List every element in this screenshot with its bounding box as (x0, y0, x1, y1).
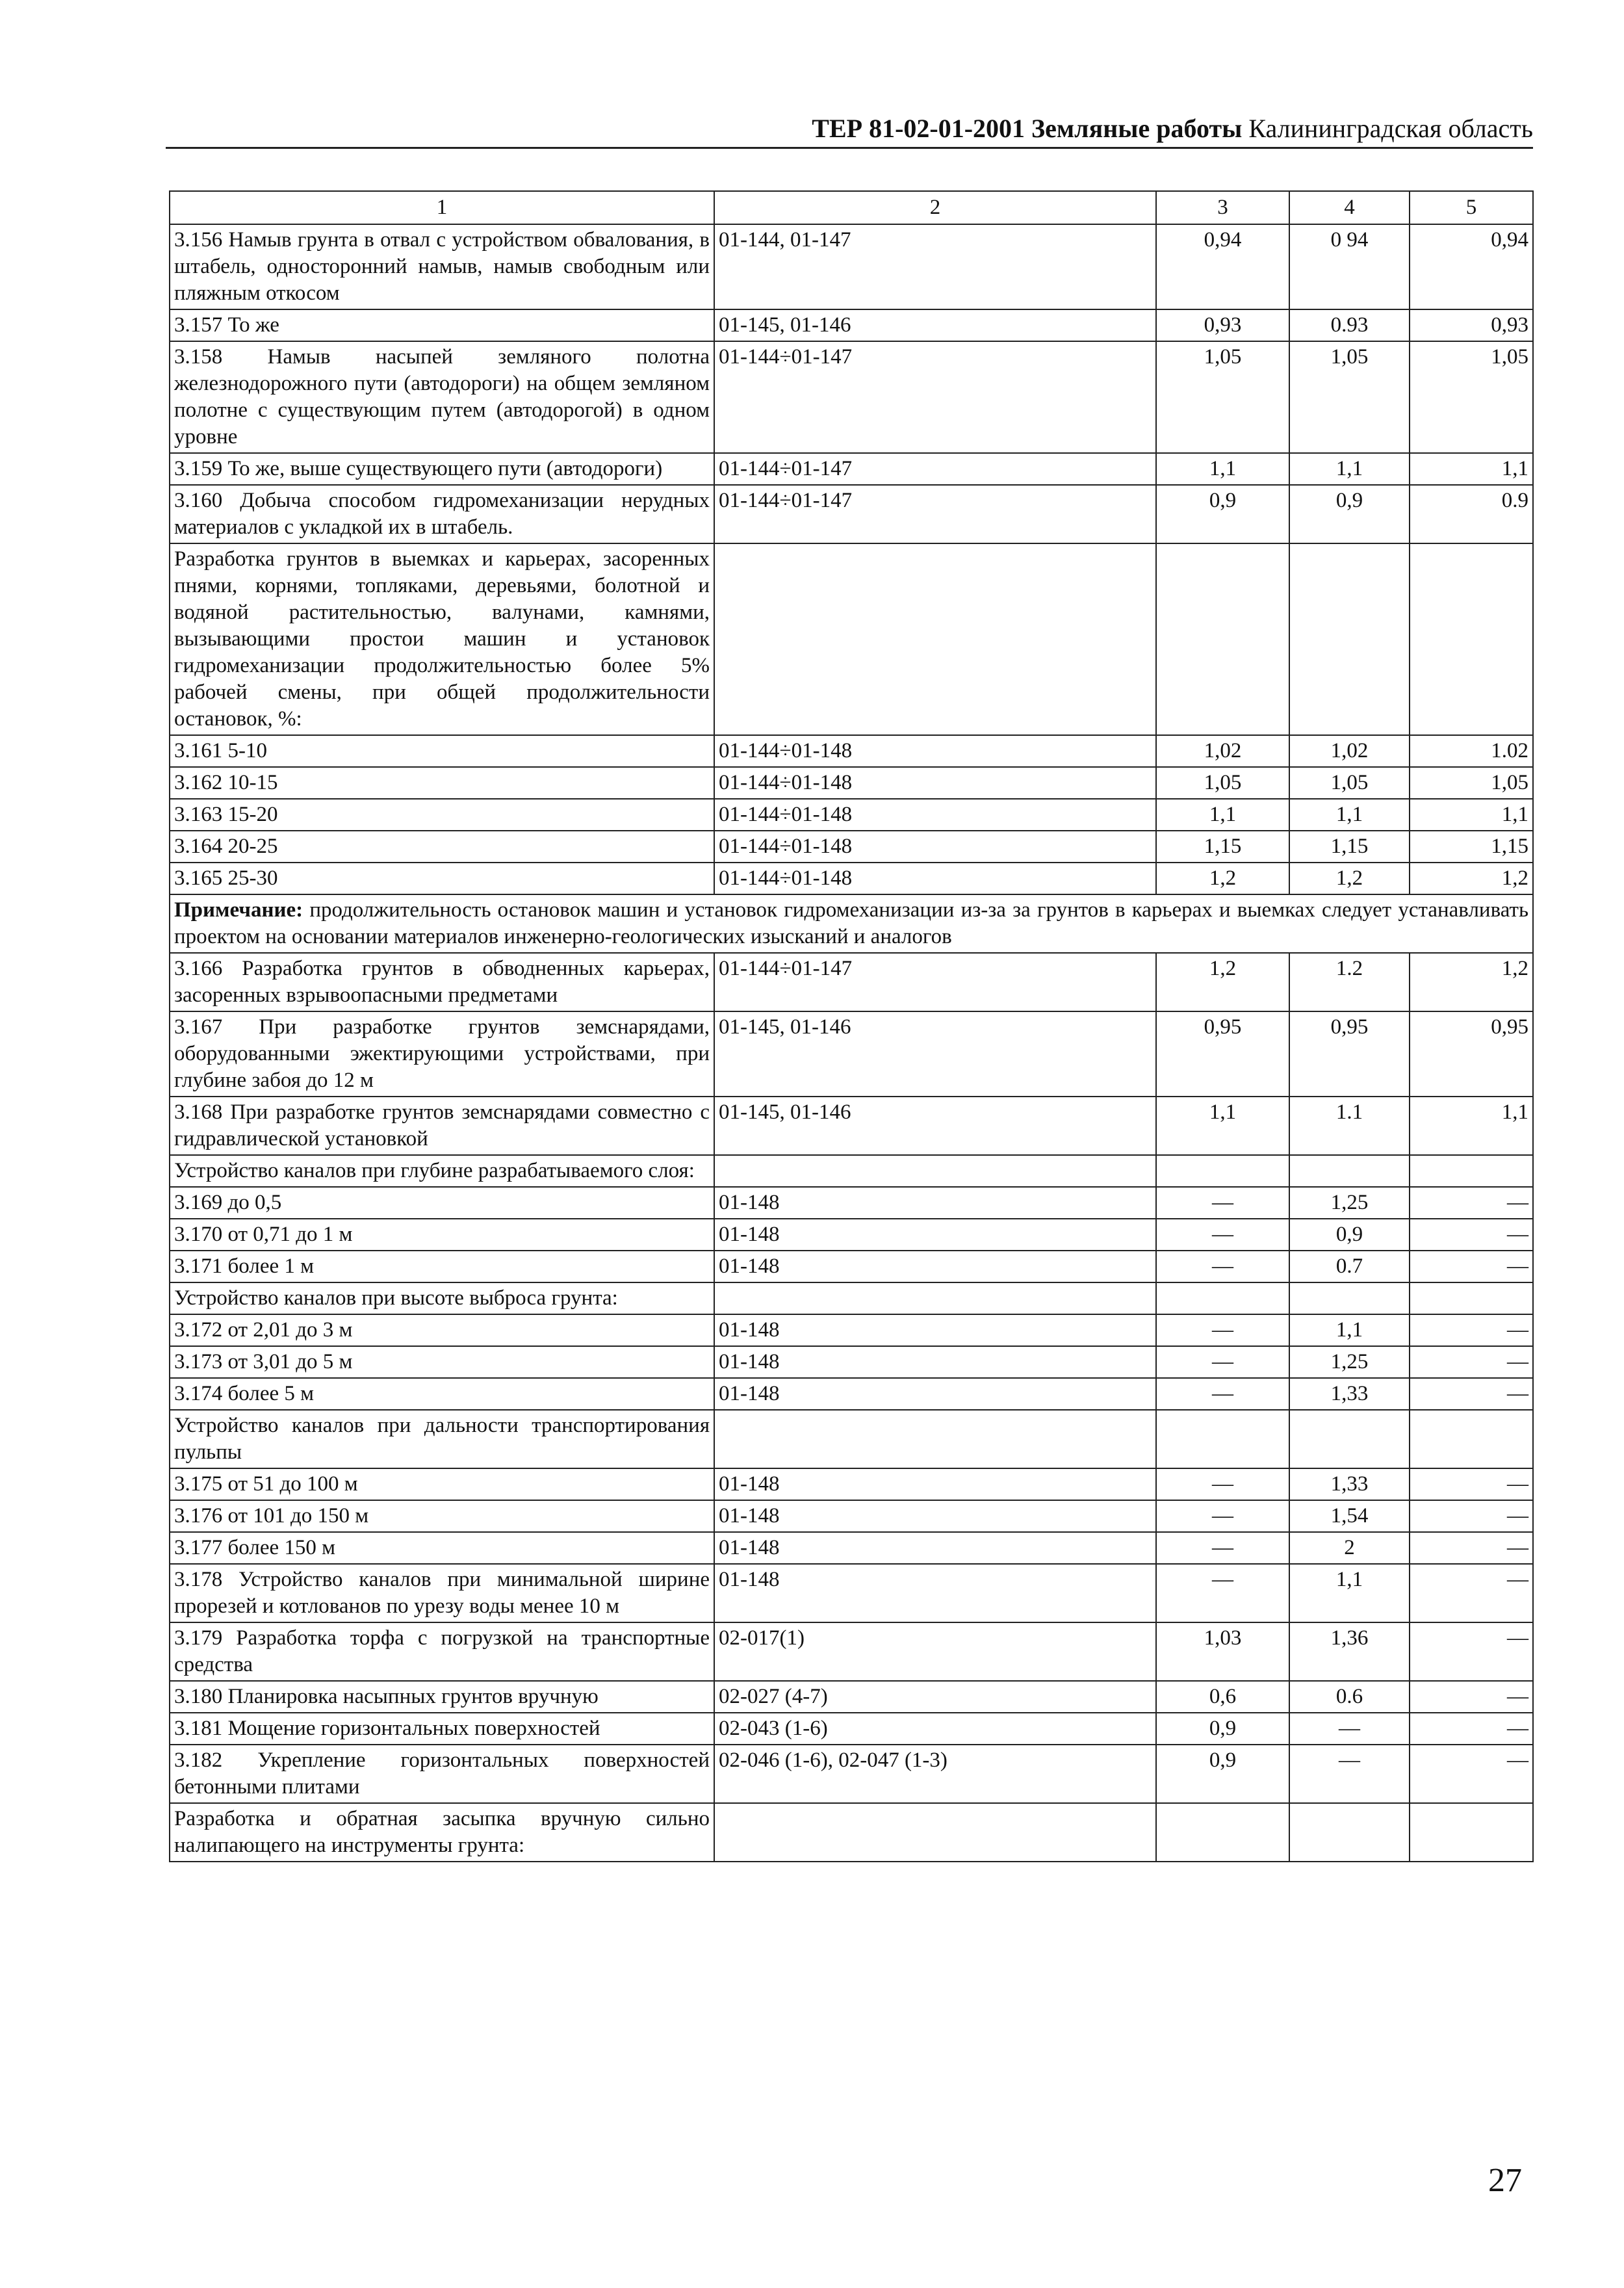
table-codes-cell: 01-144÷01-147 (714, 485, 1156, 543)
table-row (170, 863, 1533, 894)
column-header: 1 (170, 191, 714, 224)
work-name-cell: 3.165 25-30 (170, 863, 714, 894)
table-codes-cell (714, 543, 1156, 735)
coefficient-cell: 1,1 (1289, 1314, 1410, 1346)
coefficient-cell: 1,25 (1289, 1346, 1410, 1378)
coefficient-cell: — (1156, 1532, 1289, 1564)
coefficient-cell: 1,1 (1156, 799, 1289, 831)
work-name-cell: 3.175 от 51 до 100 м (170, 1468, 714, 1500)
work-name-cell: 3.178 Устройство каналов при минимальной ширине прорезей и котлованов по урезу воды менее 10 м (170, 1564, 714, 1622)
coefficient-cell: 0,9 (1289, 1219, 1410, 1251)
note-cell (170, 894, 1533, 953)
table-codes-cell: 02-046 (1-6), 02-047 (1-3) (714, 1745, 1156, 1803)
table-codes-cell: 01-148 (714, 1251, 1156, 1282)
coefficient-cell (1156, 1155, 1289, 1187)
table-codes-cell: 01-144÷01-148 (714, 735, 1156, 767)
table-codes-cell: 01-148 (714, 1564, 1156, 1622)
coefficient-cell: 0,9 (1156, 485, 1289, 543)
column-header: 4 (1289, 191, 1410, 224)
coefficient-cell: — (1156, 1314, 1289, 1346)
coefficient-cell (1410, 1803, 1533, 1862)
table-codes-cell (714, 1410, 1156, 1468)
note-label: Примечание: (174, 898, 303, 922)
table-row (170, 1282, 1533, 1314)
work-name-cell: 3.167 При разработке грунтов земснарядами, оборудованными эжектирующими устройствами, при глубине забоя до 12 м (170, 1011, 714, 1097)
table-row (170, 1500, 1533, 1532)
coefficient-cell: 1,54 (1289, 1500, 1410, 1532)
coefficient-cell: 1,05 (1156, 767, 1289, 799)
document-region: Калининградская область (1248, 114, 1533, 143)
work-name-cell: 3.163 15-20 (170, 799, 714, 831)
coefficient-cell: 1,1 (1410, 1097, 1533, 1155)
work-name-cell: 3.180 Планировка насыпных грунтов вручную (170, 1681, 714, 1713)
work-name-cell: 3.161 5-10 (170, 735, 714, 767)
coefficient-cell (1156, 543, 1289, 735)
coefficient-cell: — (1289, 1713, 1410, 1745)
table-row (170, 543, 1533, 735)
table-codes-cell: 01-144÷01-148 (714, 799, 1156, 831)
coefficient-cell: 1,05 (1156, 341, 1289, 453)
coefficient-cell (1289, 1803, 1410, 1862)
work-name-cell: 3.166 Разработка грунтов в обводненных карьерах, засоренных взрывоопасными предметами (170, 953, 714, 1011)
coefficient-cell: 0,95 (1289, 1011, 1410, 1097)
coefficient-cell: — (1156, 1564, 1289, 1622)
table-row (170, 831, 1533, 863)
coefficient-cell: — (1410, 1500, 1533, 1532)
table-codes-cell: 01-148 (714, 1378, 1156, 1410)
coefficient-cell (1156, 1282, 1289, 1314)
table-codes-cell: 02-017(1) (714, 1622, 1156, 1681)
column-header: 2 (714, 191, 1156, 224)
table-codes-cell: 01-144, 01-147 (714, 224, 1156, 309)
coefficient-cell: 1,2 (1410, 863, 1533, 894)
work-name-cell: 3.170 от 0,71 до 1 м (170, 1219, 714, 1251)
coefficient-cell (1410, 1410, 1533, 1468)
coefficient-cell: — (1410, 1681, 1533, 1713)
coefficient-cell: — (1156, 1187, 1289, 1219)
table-codes-cell: 01-144÷01-147 (714, 953, 1156, 1011)
coefficient-cell: 1,05 (1289, 341, 1410, 453)
coefficient-cell: 0.6 (1289, 1681, 1410, 1713)
document-code: ТЕР 81-02-01-2001 Земляные работы (812, 114, 1243, 143)
work-name-cell: 3.168 При разработке грунтов земснарядами совместно с гидравлической установкой (170, 1097, 714, 1155)
coefficient-cell: 0,93 (1410, 309, 1533, 341)
work-name-cell: 3.157 То же (170, 309, 714, 341)
coefficient-cell: — (1410, 1251, 1533, 1282)
table-codes-cell (714, 1282, 1156, 1314)
table-row (170, 1155, 1533, 1187)
coefficient-cell: — (1156, 1468, 1289, 1500)
work-name-cell: 3.181 Мощение горизонтальных поверхностей (170, 1713, 714, 1745)
coefficient-cell: 0,94 (1156, 224, 1289, 309)
table-codes-cell: 01-145, 01-146 (714, 1097, 1156, 1155)
coefficient-cell: 0.7 (1289, 1251, 1410, 1282)
table-row (170, 1410, 1533, 1468)
coefficient-cell: — (1156, 1378, 1289, 1410)
table-row (170, 453, 1533, 485)
table-codes-cell: 01-148 (714, 1468, 1156, 1500)
table-row (170, 1713, 1533, 1745)
coefficient-cell: 1,05 (1410, 341, 1533, 453)
table-row (170, 1219, 1533, 1251)
work-name-cell: 3.158 Намыв насыпей земляного полотна железнодорожного пути (автодороги) на общем земляном полотне с существующим путем (автодорогой) в одном уровне (170, 341, 714, 453)
note-row (170, 894, 1533, 953)
table-row (170, 1622, 1533, 1681)
coefficient-cell: 1,2 (1156, 953, 1289, 1011)
coefficient-cell: — (1410, 1346, 1533, 1378)
coefficient-cell: — (1410, 1622, 1533, 1681)
table-codes-cell: 01-144÷01-148 (714, 767, 1156, 799)
coefficient-cell: 0,9 (1156, 1745, 1289, 1803)
work-name-cell: 3.162 10-15 (170, 767, 714, 799)
table-codes-cell: 02-043 (1-6) (714, 1713, 1156, 1745)
table-row (170, 1187, 1533, 1219)
table-row (170, 1745, 1533, 1803)
coefficient-cell: 1,2 (1410, 953, 1533, 1011)
coefficient-cell: 1,1 (1289, 799, 1410, 831)
table-codes-cell: 01-145, 01-146 (714, 1011, 1156, 1097)
coefficient-cell (1289, 543, 1410, 735)
coefficient-cell: — (1410, 1468, 1533, 1500)
coefficient-cell: 1,25 (1289, 1187, 1410, 1219)
column-header: 3 (1156, 191, 1289, 224)
coefficient-cell: — (1289, 1745, 1410, 1803)
work-name-cell: 3.182 Укрепление горизонтальных поверхностей бетонными плитами (170, 1745, 714, 1803)
page-number: 27 (1488, 2162, 1522, 2199)
table-codes-cell: 01-144÷01-148 (714, 831, 1156, 863)
coefficient-cell (1156, 1410, 1289, 1468)
coefficient-cell: 1,33 (1289, 1468, 1410, 1500)
work-name-cell: 3.174 более 5 м (170, 1378, 714, 1410)
coefficient-cell: 1,2 (1289, 863, 1410, 894)
coefficient-cell (1410, 543, 1533, 735)
table-header-row (170, 191, 1533, 224)
work-name-cell: Устройство каналов при высоте выброса грунта: (170, 1282, 714, 1314)
coefficient-cell: 0 94 (1289, 224, 1410, 309)
table-codes-cell: 01-148 (714, 1219, 1156, 1251)
table-row (170, 1346, 1533, 1378)
coefficient-cell: 0,9 (1289, 485, 1410, 543)
coefficient-cell: 1,1 (1156, 1097, 1289, 1155)
coefficient-cell: 1,33 (1289, 1378, 1410, 1410)
coefficient-cell: 1,05 (1289, 767, 1410, 799)
table-row (170, 1011, 1533, 1097)
work-name-cell: Разработка грунтов в выемках и карьерах, засоренных пнями, корнями, топляками, деревьями, болотной и водяной растительностью, валунами, камнями, вызывающими простои машин и установок гидромеханизации продолжительностью более 5% рабочей смены, при общей продолжительности остановок, %: (170, 543, 714, 735)
coefficient-cell (1289, 1410, 1410, 1468)
coefficient-cell: 0,94 (1410, 224, 1533, 309)
coefficient-cell: — (1410, 1219, 1533, 1251)
work-name-cell: 3.177 более 150 м (170, 1532, 714, 1564)
work-name-cell: 3.156 Намыв грунта в отвал с устройством обвалования, в штабель, односторонний намыв, намыв свободным или пляжным откосом (170, 224, 714, 309)
coefficient-cell: — (1410, 1713, 1533, 1745)
coefficient-cell: — (1156, 1346, 1289, 1378)
work-name-cell: Разработка и обратная засыпка вручную сильно налипающего на инструменты грунта: (170, 1803, 714, 1862)
coefficient-cell: 1.02 (1410, 735, 1533, 767)
coefficient-cell: 1,1 (1289, 1564, 1410, 1622)
coefficient-cell: — (1410, 1314, 1533, 1346)
work-name-cell: 3.179 Разработка торфа с погрузкой на транспортные средства (170, 1622, 714, 1681)
coefficient-cell (1410, 1155, 1533, 1187)
table-row (170, 309, 1533, 341)
table-row (170, 953, 1533, 1011)
coefficient-cell: 1,36 (1289, 1622, 1410, 1681)
table-row (170, 1681, 1533, 1713)
coefficient-cell: 1,05 (1410, 767, 1533, 799)
table-row (170, 1314, 1533, 1346)
coefficient-cell: — (1156, 1219, 1289, 1251)
coefficient-cell: 0,6 (1156, 1681, 1289, 1713)
table-codes-cell: 01-148 (714, 1314, 1156, 1346)
coefficient-cell: — (1410, 1187, 1533, 1219)
coefficient-cell: — (1410, 1745, 1533, 1803)
coefficient-cell: 1,1 (1410, 799, 1533, 831)
table-codes-cell: 01-148 (714, 1500, 1156, 1532)
column-header: 5 (1410, 191, 1533, 224)
coefficient-cell: 0,95 (1410, 1011, 1533, 1097)
coefficient-cell: 1,1 (1410, 453, 1533, 485)
coefficient-cell: 2 (1289, 1532, 1410, 1564)
coefficient-cell (1289, 1282, 1410, 1314)
table-row (170, 1378, 1533, 1410)
coefficient-cell (1410, 1282, 1533, 1314)
table-row (170, 767, 1533, 799)
work-name-cell: Устройство каналов при глубине разрабатываемого слоя: (170, 1155, 714, 1187)
coefficient-cell: 0.93 (1289, 309, 1410, 341)
work-name-cell: 3.169 до 0,5 (170, 1187, 714, 1219)
page-header (166, 110, 1533, 149)
coefficient-cell: 1,03 (1156, 1622, 1289, 1681)
table-row (170, 485, 1533, 543)
coefficient-cell: 1,1 (1289, 453, 1410, 485)
coefficient-cell: — (1410, 1564, 1533, 1622)
table-codes-cell: 01-145, 01-146 (714, 309, 1156, 341)
work-name-cell: 3.172 от 2,01 до 3 м (170, 1314, 714, 1346)
coefficient-cell: — (1156, 1251, 1289, 1282)
coefficient-cell: 1,2 (1156, 863, 1289, 894)
table-row (170, 1097, 1533, 1155)
coefficient-cell: 1,02 (1289, 735, 1410, 767)
table-codes-cell (714, 1803, 1156, 1862)
coefficient-cell: 0,93 (1156, 309, 1289, 341)
coefficient-cell: 1.1 (1289, 1097, 1410, 1155)
table-codes-cell: 01-148 (714, 1532, 1156, 1564)
table-codes-cell: 01-144÷01-147 (714, 341, 1156, 453)
table-row (170, 1564, 1533, 1622)
table-row (170, 1532, 1533, 1564)
coefficient-cell (1156, 1803, 1289, 1862)
table-row (170, 1803, 1533, 1862)
table-codes-cell: 01-144÷01-147 (714, 453, 1156, 485)
coefficient-cell: 0,95 (1156, 1011, 1289, 1097)
coefficients-table (169, 190, 1534, 1862)
table-codes-cell: 01-144÷01-148 (714, 863, 1156, 894)
coefficient-cell: — (1156, 1500, 1289, 1532)
table-row (170, 1468, 1533, 1500)
coefficient-cell: 0.9 (1410, 485, 1533, 543)
work-name-cell: 3.173 от 3,01 до 5 м (170, 1346, 714, 1378)
work-name-cell: 3.160 Добыча способом гидромеханизации нерудных материалов с укладкой их в штабель. (170, 485, 714, 543)
table-codes-cell: 01-148 (714, 1187, 1156, 1219)
coefficient-cell: 1.2 (1289, 953, 1410, 1011)
table-codes-cell: 01-148 (714, 1346, 1156, 1378)
coefficient-cell: 1,15 (1289, 831, 1410, 863)
coefficient-cell (1289, 1155, 1410, 1187)
coefficient-cell: 0,9 (1156, 1713, 1289, 1745)
table-row (170, 735, 1533, 767)
table-row (170, 799, 1533, 831)
table-codes-cell (714, 1155, 1156, 1187)
coefficient-cell: 1,15 (1156, 831, 1289, 863)
work-name-cell: Устройство каналов при дальности транспортирования пульпы (170, 1410, 714, 1468)
coefficient-cell: 1,02 (1156, 735, 1289, 767)
work-name-cell: 3.164 20-25 (170, 831, 714, 863)
table-row (170, 1251, 1533, 1282)
work-name-cell: 3.159 То же, выше существующего пути (автодороги) (170, 453, 714, 485)
coefficient-cell: — (1410, 1378, 1533, 1410)
coefficient-cell: — (1410, 1532, 1533, 1564)
table-codes-cell: 02-027 (4-7) (714, 1681, 1156, 1713)
table-row (170, 224, 1533, 309)
work-name-cell: 3.176 от 101 до 150 м (170, 1500, 714, 1532)
table-row (170, 341, 1533, 453)
note-text: продолжительность остановок машин и установок гидромеханизации из-за за грунтов в карьерах и выемках следует устанавливать проектом на основании материалов инженерно-геологических изысканий и аналогов (174, 898, 1528, 948)
work-name-cell: 3.171 более 1 м (170, 1251, 714, 1282)
coefficient-cell: 1,15 (1410, 831, 1533, 863)
coefficient-cell: 1,1 (1156, 453, 1289, 485)
